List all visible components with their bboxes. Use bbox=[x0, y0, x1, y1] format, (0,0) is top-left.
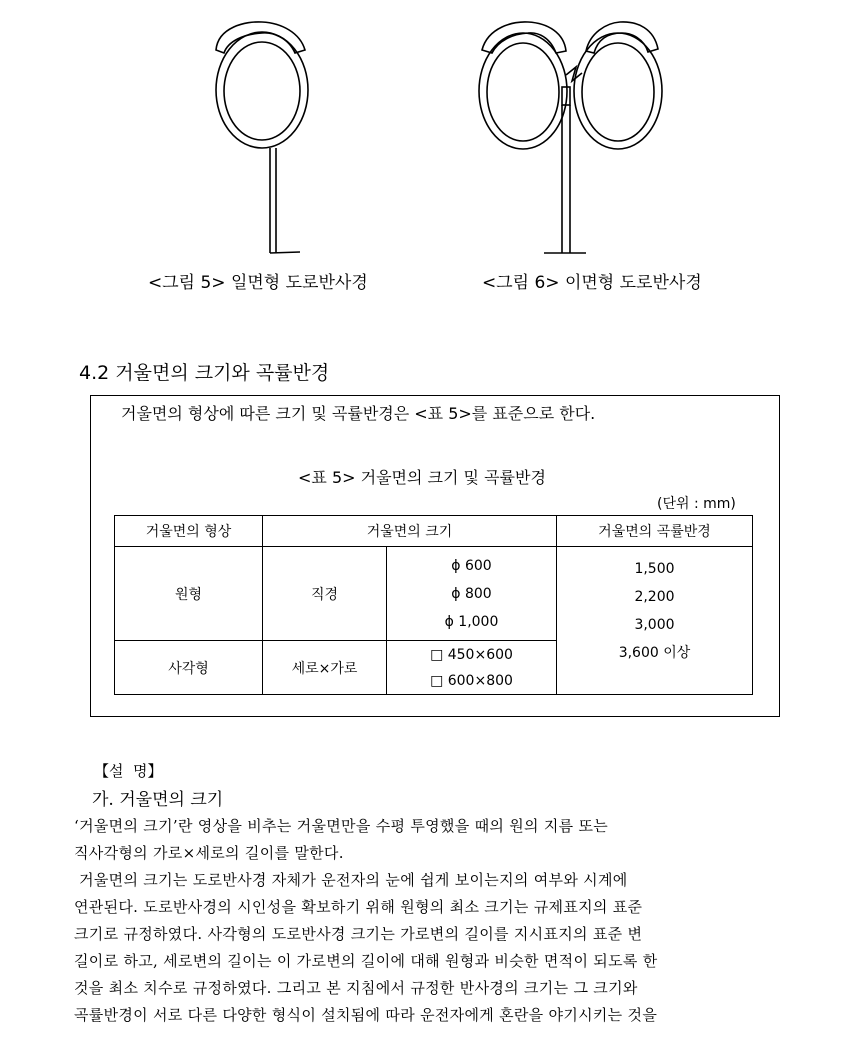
radius-value: 3,000 bbox=[634, 616, 675, 633]
header-radius: 거울면의 곡률반경 bbox=[557, 516, 753, 547]
cell-shape-rectangle: 사각형 bbox=[115, 641, 263, 695]
cell-shape-circle: 원형 bbox=[115, 547, 263, 641]
body-line: 곡률반경이 서로 다른 다양한 형식이 설치됨에 따라 운전자에게 혼란을 야기시키는 것을 bbox=[74, 1006, 658, 1024]
cell-radii bbox=[557, 547, 753, 695]
size-value: ϕ 600 bbox=[451, 557, 492, 574]
body-line: 것을 최소 치수로 규정하였다. 그리고 본 지침에서 규정한 반사경의 크기는 그 크기와 bbox=[74, 979, 638, 997]
standard-intro-text: 거울면의 형상에 따른 크기 및 곡률반경은 <표 5>를 표준으로 한다. bbox=[121, 404, 596, 423]
body-line: 거울면의 크기는 도로반사경 자체가 운전자의 눈에 쉽게 보이는지의 여부와 시계에 bbox=[74, 871, 628, 889]
size-value: □ 450×600 bbox=[430, 646, 513, 663]
cell-circle-sizes bbox=[387, 547, 557, 641]
body-line: 크기로 규정하였다. 사각형의 도로반사경 크기는 가로변의 길이를 지시표지의 표준 변 bbox=[74, 925, 643, 943]
explanation-subheading: 가. 거울면의 크기 bbox=[92, 790, 224, 810]
size-value: □ 600×800 bbox=[430, 672, 513, 689]
cell-rectangle-sizes bbox=[387, 641, 557, 695]
size-value: ϕ 800 bbox=[451, 585, 492, 602]
radius-value: 3,600 이상 bbox=[618, 644, 691, 661]
section-title: 4.2 거울면의 크기와 곡률반경 bbox=[79, 362, 330, 384]
explanation-heading: 【설 명】 bbox=[94, 762, 163, 780]
cell-dimension-diameter: 직경 bbox=[263, 547, 387, 641]
header-size: 거울면의 크기 bbox=[263, 516, 557, 547]
radius-value: 2,200 bbox=[634, 588, 675, 605]
header-shape: 거울면의 형상 bbox=[115, 516, 263, 547]
table-caption: <표 5> 거울면의 크기 및 곡률반경 bbox=[298, 468, 546, 487]
body-line: 길이로 하고, 세로변의 길이는 이 가로변의 길이에 대해 원형과 비슷한 면적이 되도록 한 bbox=[74, 952, 658, 970]
radius-value: 1,500 bbox=[634, 560, 675, 577]
mirror-size-table bbox=[114, 515, 753, 695]
unit-label: (단위 : mm) bbox=[657, 496, 736, 512]
size-value: ϕ 1,000 bbox=[444, 613, 499, 630]
explanation-body bbox=[74, 813, 790, 1029]
body-line: ‘거울면의 크기’란 영상을 비추는 거울면만을 수평 투영했을 때의 원의 지름 또는 bbox=[74, 817, 609, 835]
table-header-row bbox=[115, 516, 753, 547]
figure-5-caption: <그림 5> 일면형 도로반사경 bbox=[148, 273, 368, 293]
body-line: 연관된다. 도로반사경의 시인성을 확보하기 위해 원형의 최소 크기는 규제표지의 표준 bbox=[74, 898, 643, 916]
cell-dimension-height-width: 세로×가로 bbox=[263, 641, 387, 695]
single-sided-mirror-illustration bbox=[200, 15, 330, 260]
body-line: 직사각형의 가로×세로의 길이를 말한다. bbox=[74, 844, 344, 862]
table-row bbox=[115, 547, 753, 641]
figure-6-caption: <그림 6> 이면형 도로반사경 bbox=[482, 273, 702, 293]
double-sided-mirror-illustration bbox=[468, 15, 668, 260]
